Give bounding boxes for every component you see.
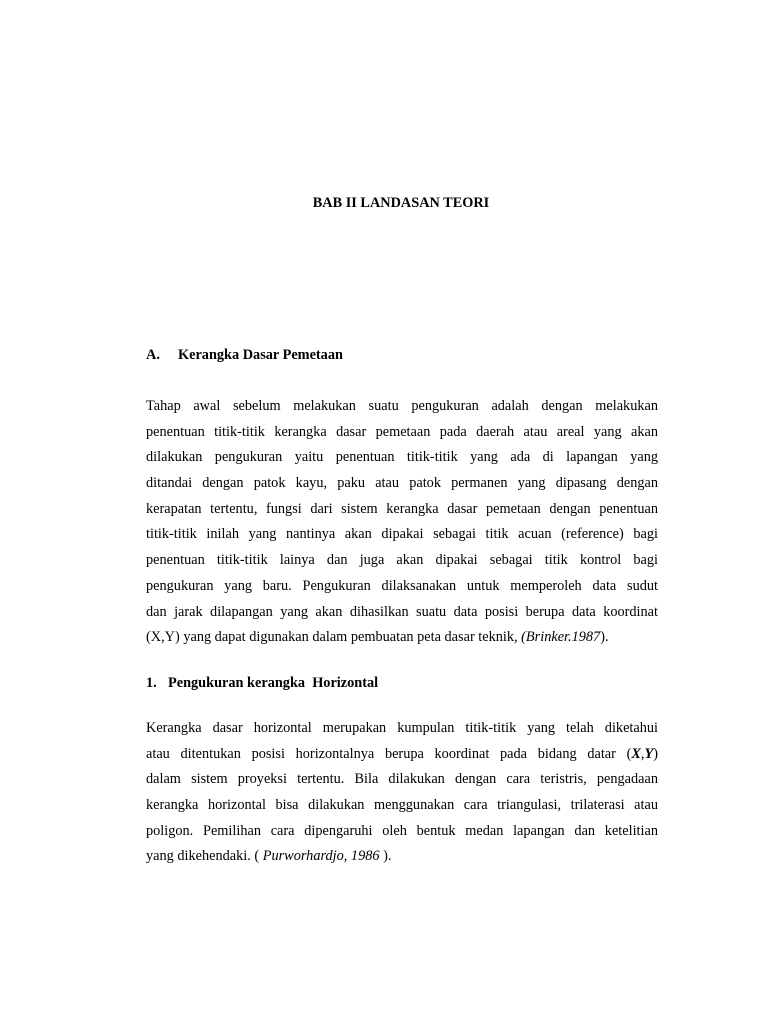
paragraph-line: penentuan titik-titik lainya dan juga akan dipakai sebagai titik kontrol bagi <box>146 552 658 569</box>
section-a-paragraph <box>146 396 658 653</box>
subsection-1-number: 1. <box>146 675 157 691</box>
subsection-1-heading <box>146 673 378 693</box>
section-a-heading <box>146 345 343 365</box>
paragraph-line: dan jarak dilapangan yang akan dihasilkan suatu data posisi berupa data koordinat <box>146 603 658 620</box>
paragraph-line: poligon. Pemilihan cara dipengaruhi oleh bentuk medan lapangan dan ketelitian <box>146 822 658 839</box>
coord-comma: , <box>640 745 645 762</box>
paragraph-line: penentuan titik-titik kerangka dasar pemetaan pada daerah atau areal yang akan <box>146 423 658 440</box>
paragraph-line: titik-titik inilah yang nantinya akan dipakai sebagai titik acuan (reference) bagi <box>146 526 658 543</box>
paragraph-line: dilakukan pengukuran yaitu penentuan titik-titik yang ada di lapangan yang <box>146 449 658 466</box>
line-text: ) <box>653 745 658 762</box>
paragraph-line: kerapatan tertentu, fungsi dari sistem kerangka dasar pemetaan dengan penentuan <box>146 500 658 517</box>
paragraph-line: Tahap awal sebelum melakukan suatu pengukuran adalah dengan melakukan <box>146 398 658 414</box>
paragraph-line: kerangka horizontal bisa dilakukan menggunakan cara triangulasi, trilaterasi atau <box>146 797 658 814</box>
paragraph-line <box>146 744 658 770</box>
coord-x: X <box>631 745 641 762</box>
line-text: (X,Y) yang dapat digunakan dalam pembuatan peta dasar teknik, <box>146 629 522 646</box>
paragraph-line: pengukuran yang baru. Pengukuran dilaksanakan untuk memperoleh data sudut <box>146 577 658 594</box>
paragraph-line: ditandai dengan patok kayu, paku atau patok permanen yang dipasang dengan <box>146 475 658 492</box>
chapter-title: BAB II LANDASAN TEORI <box>312 195 490 211</box>
paragraph-line: dalam sistem proyeksi tertentu. Bila dilakukan dengan cara teristris, pengadaan <box>146 771 658 788</box>
section-a-title: Kerangka Dasar Pemetaan <box>178 347 343 363</box>
coord-y: Y <box>644 745 654 762</box>
paragraph-line <box>146 627 658 653</box>
citation: Purworhardjo, 1986 <box>262 848 380 865</box>
line-text: atau ditentukan posisi horizontalnya berupa koordinat pada bidang datar ( <box>146 745 632 762</box>
paragraph-line <box>146 846 658 872</box>
line-text: ). <box>600 629 609 646</box>
paragraph-line: Kerangka dasar horizontal merupakan kumpulan titik-titik yang telah diketahui <box>146 720 658 736</box>
line-text: ). <box>379 848 392 865</box>
subsection-1-paragraph <box>146 718 658 872</box>
citation: (Brinker.1987 <box>521 629 601 646</box>
subsection-1-title: Pengukuran kerangka Horizontal <box>168 675 379 691</box>
line-text: yang dikehendaki. ( <box>146 848 263 865</box>
section-a-number: A. <box>146 347 160 363</box>
